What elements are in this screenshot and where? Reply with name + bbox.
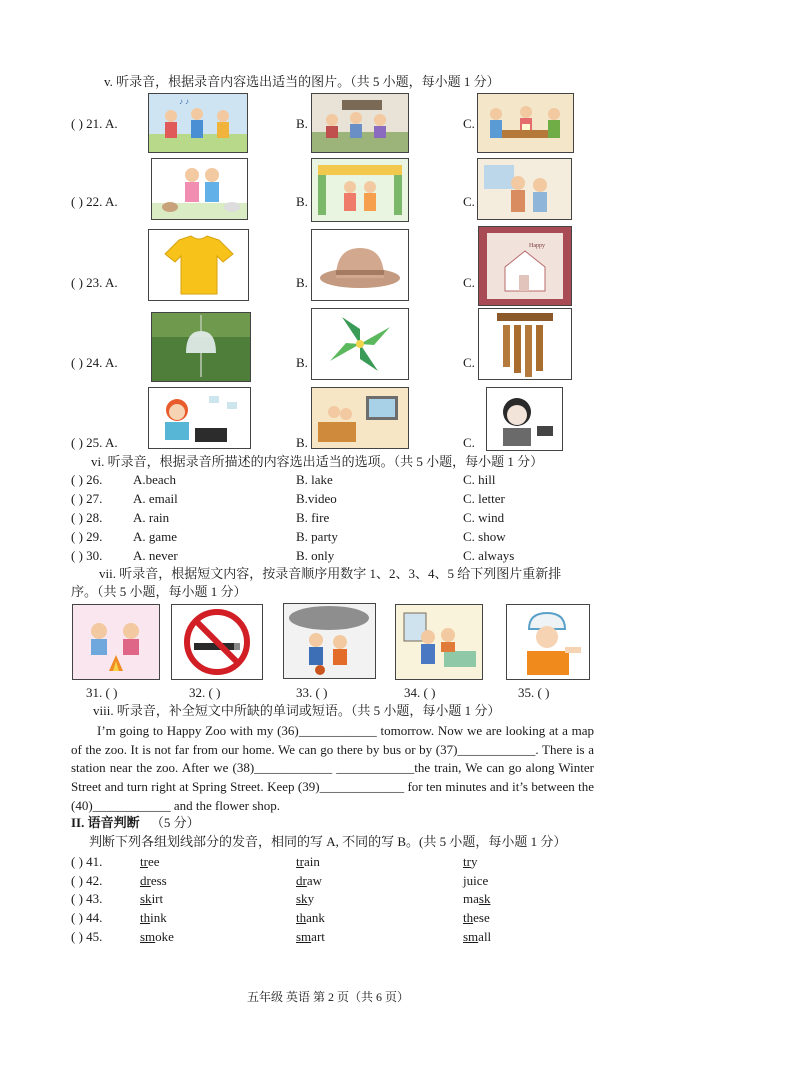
question-24-label: ( ) 24. A. (71, 355, 118, 370)
word-rest: ain (303, 854, 320, 869)
section-II-score: （5 分） (150, 815, 200, 830)
underlined-letters: sk (296, 891, 308, 906)
word-rest: y (307, 891, 315, 906)
kids-at-home-icon (395, 604, 483, 680)
question-45-word-3 (463, 929, 491, 945)
word-rest: ink (150, 910, 167, 925)
svg-text:♪ ♪: ♪ ♪ (179, 97, 189, 106)
word-rest: y (470, 854, 478, 869)
word-rest: all (478, 929, 492, 944)
question-32-label: 32. ( ) (189, 685, 221, 700)
word-rest: oke (155, 929, 174, 944)
kids-playing-icon (148, 93, 248, 153)
question-23-label: ( ) 23. A. (71, 275, 118, 290)
question-27-option-a: A. email (133, 491, 178, 506)
question-23-option-c: C. (463, 275, 475, 290)
question-26-option-a: A.beach (133, 472, 176, 487)
underlined-letters: dr (140, 873, 151, 888)
question-24-option-b: B. (296, 355, 308, 370)
pinwheel-icon (311, 308, 409, 380)
brown-hat-icon (311, 229, 409, 301)
question-30-option-a: A. never (133, 548, 178, 563)
no-smoking-icon (171, 604, 263, 680)
question-25-label: ( ) 25. A. (71, 435, 118, 450)
question-45-label: ( ) 45. (71, 929, 103, 944)
question-26-label: ( ) 26. (71, 472, 103, 487)
underlined-letters: th (296, 910, 307, 925)
girl-on-phone-icon (486, 387, 563, 451)
word-rest: uice (466, 873, 489, 888)
section-viii-heading: viii. 听录音，补全短文中所缺的单词或短语。（共 5 小题，每小题 1 分） (93, 703, 501, 718)
question-41-word-3 (463, 854, 477, 870)
underlined-letters: sm (296, 929, 312, 944)
word-rest: ank (306, 910, 325, 925)
question-21-label: ( ) 21. A. (71, 116, 118, 131)
question-22-option-b: B. (296, 194, 308, 209)
question-45-word-1 (140, 929, 174, 945)
section-II-instruction: 判断下列各组划线部分的发音，相同的写 A, 不同的写 B。(共 5 小题，每小题 1 分） (89, 834, 567, 849)
family-party-icon (477, 93, 574, 153)
question-44-word-1 (140, 910, 167, 926)
girl-sending-email-icon (148, 387, 251, 449)
question-29-label: ( ) 29. (71, 529, 103, 544)
question-27-option-b: B.video (296, 491, 337, 506)
underlined-letters: tr (463, 854, 471, 869)
question-43-word-2 (296, 891, 314, 907)
underlined-letters: sm (463, 929, 479, 944)
question-28-option-a: A. rain (133, 510, 170, 525)
question-45-word-2 (296, 929, 325, 945)
cloze-passage (71, 722, 594, 816)
question-25-option-c: C. (463, 435, 475, 450)
question-24-option-c: C. (463, 355, 475, 370)
word-rest: irt (151, 891, 164, 906)
section-vi-heading: vi. 听录音，根据录音所描述的内容选出适当的选项。（共 5 小题，每小题 1 分） (91, 454, 544, 469)
question-29-option-a: A. game (133, 529, 178, 544)
underlined-letters: j (463, 873, 467, 888)
underlined-letters: sk (140, 891, 152, 906)
kids-in-storm-icon (283, 603, 376, 679)
section-v-heading: v. 听录音，根据录音内容选出适当的图片。（共 5 小题，每小题 1 分） (104, 74, 500, 89)
section-II-title (71, 815, 200, 831)
construction-worker-icon (506, 604, 590, 680)
glass-wind-chime-icon (151, 312, 251, 382)
question-43-word-3 (463, 891, 490, 907)
word-rest: ess (150, 873, 167, 888)
cloze-passage-text: I’m going to Happy Zoo with my (36)____________ tomorrow. Now we are looking at a map of the zoo. It is not far from our home. We can go there by bus or by (37)____________. There is a station near the zoo. After we (38)____________ ____________the train, We can go along Winter Street and turn right at Spring Street. Keep (39)_____________ for ten minutes and it’s between the (40)____________ and the flower shop. (71, 723, 594, 813)
word-rest: ee (147, 854, 160, 869)
underlined-letters: th (140, 910, 151, 925)
question-44-word-3 (463, 910, 490, 926)
question-30-option-b: B. only (296, 548, 335, 563)
question-26-option-c: C. hill (463, 472, 496, 487)
section-II-title-text: II. 语音判断 (71, 815, 140, 830)
family-sitting-icon (311, 93, 409, 153)
svg-text:Happy: Happy (529, 243, 545, 249)
section-vii-heading-cont: 序。（共 5 小题，每小题 1 分） (71, 584, 247, 599)
word-start: ma (463, 891, 479, 906)
question-31-label: 31. ( ) (86, 685, 118, 700)
question-42-word-1 (140, 873, 167, 889)
question-28-option-c: C. wind (463, 510, 505, 525)
underlined-letters: dr (296, 873, 307, 888)
word-rest: ese (473, 910, 490, 925)
question-29-option-b: B. party (296, 529, 338, 544)
question-23-option-b: B. (296, 275, 308, 290)
section-vii-heading: vii. 听录音，根据短文内容，按录音顺序用数字 1、2、3、4、5 给下列图片重新排 (99, 566, 562, 581)
pop-up-card-icon (478, 226, 572, 306)
question-42-word-2 (296, 873, 322, 889)
yellow-tshirt-icon (148, 229, 249, 301)
question-41-label: ( ) 41. (71, 854, 103, 869)
word-rest: aw (306, 873, 323, 888)
kids-watching-tv-icon (311, 387, 409, 449)
underlined-letters: tr (296, 854, 304, 869)
question-22-option-c: C. (463, 194, 475, 209)
question-28-label: ( ) 28. (71, 510, 103, 525)
question-30-option-c: C. always (463, 548, 515, 563)
question-21-option-b: B. (296, 116, 308, 131)
underlined-letters: sm (140, 929, 156, 944)
question-25-option-b: B. (296, 435, 308, 450)
question-30-label: ( ) 30. (71, 548, 103, 563)
question-29-option-c: C. show (463, 529, 506, 544)
question-26-option-b: B. lake (296, 472, 333, 487)
question-43-label: ( ) 43. (71, 891, 103, 906)
underlined-letters: sk (478, 891, 491, 906)
question-42-label: ( ) 42. (71, 873, 103, 888)
kids-at-school-gate-icon (311, 158, 409, 222)
question-44-label: ( ) 44. (71, 910, 103, 925)
page-footer: 五年级 英语 第 2 页（共 6 页） (247, 990, 410, 1004)
question-33-label: 33. ( ) (296, 685, 328, 700)
question-44-word-2 (296, 910, 325, 926)
word-rest: art (311, 929, 325, 944)
bamboo-wind-chime-icon (478, 308, 572, 380)
question-34-label: 34. ( ) (404, 685, 436, 700)
question-41-word-2 (296, 854, 320, 870)
question-22-label: ( ) 22. A. (71, 194, 118, 209)
question-42-word-3 (463, 873, 488, 889)
kids-at-home-icon (477, 158, 572, 220)
question-27-label: ( ) 27. (71, 491, 103, 506)
campfire-kids-icon (72, 604, 160, 680)
question-21-option-c: C. (463, 116, 475, 131)
question-41-word-1 (140, 854, 160, 870)
underlined-letters: tr (140, 854, 148, 869)
question-43-word-1 (140, 891, 163, 907)
question-27-option-c: C. letter (463, 491, 505, 506)
kids-with-dogs-icon (151, 158, 248, 220)
question-28-option-b: B. fire (296, 510, 330, 525)
question-35-label: 35. ( ) (518, 685, 550, 700)
underlined-letters: th (463, 910, 474, 925)
